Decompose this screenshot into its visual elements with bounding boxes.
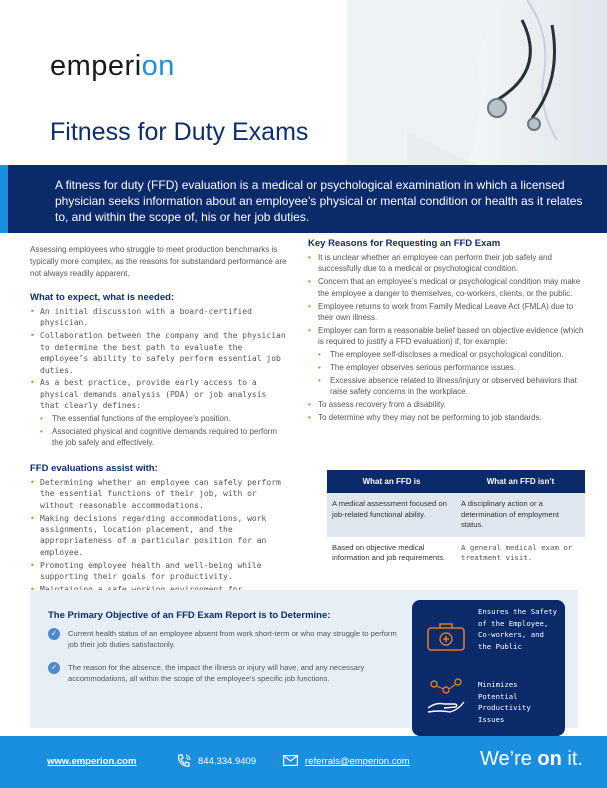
list-item: • Determining whether an employee can safely perform the essential functions of their job, with or without reasonable accommodations. (30, 477, 290, 511)
tagline: We’re on it. (480, 748, 583, 770)
list-item: • Collaboration between the company and the physician to determine the best path to evaluate the employee’s ability to safely perform essential job duties. (30, 330, 290, 376)
key-reasons-sublist (318, 349, 588, 398)
assist-heading: FFD evaluations assist with: (30, 462, 158, 474)
list-item: • Associated physical and cognitive demands required to perform the job safely and effectively. (40, 426, 290, 449)
objective-title: The Primary Objective of an FFD Exam Report is to Determine: (48, 610, 331, 621)
objective-item: ✓ The reason for the absence, the impact the illness or injury will have, and any necessary accommodations, all within the scope of the employee’s specific job functions. (48, 662, 408, 684)
list-item: • Making decisions regarding accommodations, work assignments, location placement, and the appropriateness of a particular position for an employee. (30, 513, 290, 559)
key-reasons-heading: Key Reasons for Requesting an FFD Exam (308, 238, 501, 249)
list-item: • As a best practice, provide early access to a physical demands analysis (PDA) or job analysis that clearly defines: (30, 377, 290, 411)
ffd-comparison-table (327, 470, 585, 570)
right-column (308, 238, 588, 425)
website-link[interactable]: www.emperion.com (47, 756, 137, 767)
medical-kit-icon (426, 620, 466, 652)
table-header: What an FFD is (327, 470, 456, 493)
list-item: • To assess recovery from a disability. (308, 399, 588, 410)
phone-icon (176, 753, 192, 769)
expect-heading: What to expect, what is needed: (30, 292, 175, 303)
expect-list (30, 306, 290, 412)
benefit-productivity: Minimizes Potential Productivity Issues (478, 680, 531, 724)
phone-number: 844.334.9409 (198, 756, 257, 767)
table-cell: Based on objective medical information and job requirements. (327, 537, 456, 570)
table-row (327, 537, 585, 570)
key-reasons-list (308, 252, 588, 348)
list-item: • The employee self-discloses a medical or psychological condition. (318, 349, 588, 360)
list-item: • The employer observes serious performance issues. (318, 362, 588, 373)
table-cell: A medical assessment focused on job-related functional ability. (327, 493, 456, 537)
list-item: • It is unclear whether an employee can perform their job safely and successfully due to a medical or psychological condition. (308, 252, 588, 275)
benefits-card (412, 600, 565, 736)
table-header: What an FFD isn’t (456, 470, 585, 493)
page-title: Fitness for Duty Exams (50, 118, 309, 146)
list-item: • Employee returns to work from Family Medical Leave Act (FMLA) due to their own illness. (308, 301, 588, 324)
list-item: • The essential functions of the employee’s position. (40, 413, 290, 424)
email-link[interactable]: referrals@emperion.com (305, 756, 410, 767)
assist-list (30, 477, 290, 607)
table-row (327, 493, 585, 537)
key-reasons-tail (308, 399, 588, 423)
emperion-logo: emperion (50, 50, 175, 82)
doctor-photo (347, 0, 607, 165)
productivity-hand-icon (426, 676, 466, 716)
list-item: • Employer can form a reasonable belief based on objective evidence (which is required to justify a FFD evaluation) if, for example: (308, 325, 588, 348)
hero-header (0, 0, 607, 165)
list-item: • An initial discussion with a board-certified physician. (30, 306, 290, 329)
mail-icon (283, 755, 298, 766)
intro-banner: A fitness for duty (FFD) evaluation is a medical or psychological examination in which a licensed physician seeks information about an employee’s physical or mental condition or health as it relates to, and within the scope of, his or her job duties. (0, 165, 607, 233)
list-item: • Concern that an employee’s medical or psychological condition may make the employee a danger to themselves, co-workers, clients, or the public. (308, 276, 588, 299)
table-cell: A disciplinary action or a determination of employment status. (456, 493, 585, 537)
table-cell: A general medical exam or treatment visit. (456, 537, 585, 570)
left-column (30, 244, 290, 608)
check-icon: ✓ (48, 628, 60, 640)
list-item: • Promoting employee health and well-being while supporting their goals for productivity. (30, 560, 290, 583)
expect-sublist (40, 413, 290, 449)
check-icon: ✓ (48, 662, 60, 674)
objective-item: ✓ Current health status of an employee absent from work short-term or who may struggle to perform job their job duties satisfactorily. (48, 628, 408, 650)
footer (0, 736, 607, 788)
list-item: • Excessive absence related to illness/injury or observed behaviors that raise safety concerns in the workplace. (318, 375, 588, 398)
intro-paragraph: Assessing employees who struggle to meet production benchmarks is typically more complex, as the reasons for substandard performance are not always readily apparent. (30, 245, 287, 278)
benefit-safety: Ensures the Safety of the Employee, Co-workers, and the Public (478, 607, 558, 651)
list-item: • To determine why they may not be performing to job standards. (308, 412, 588, 423)
